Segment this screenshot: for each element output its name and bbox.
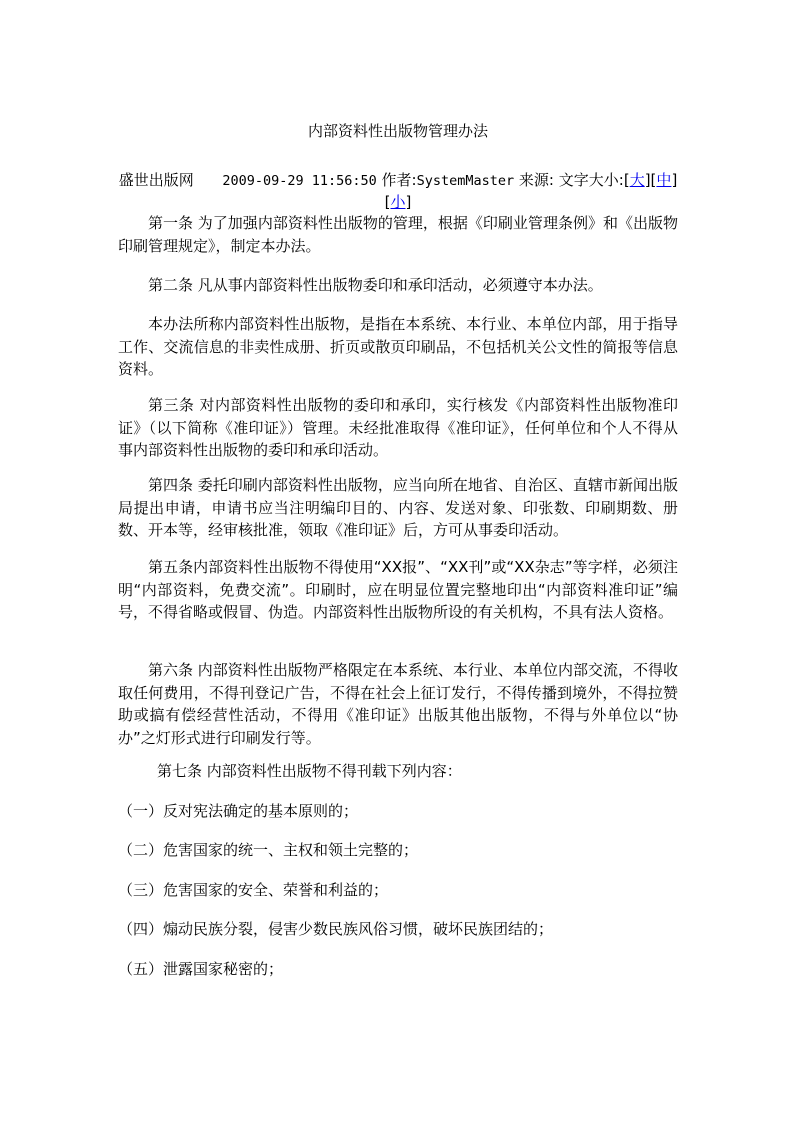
- article-meta: 盛世出版网 2009-09-29 11:56:50 作者:SystemMaster 来源: 文字大小:[大][中][小]: [118, 171, 678, 211]
- article-paragraph-3: 本办法所称内部资料性出版物，是指在本系统、本行业、本单位内部，用于指导工作、交流信息的非卖性成册、折页或散页印刷品，不包括机关公文性的简报等信息资料。: [118, 315, 678, 378]
- prohibited-item-4: （四）煽动民族分裂，侵害少数民族风俗习惯，破坏民族团结的；: [118, 920, 554, 938]
- font-size-small-link[interactable]: 小: [390, 193, 406, 211]
- prohibited-item-2: （二）危害国家的统一、主权和领土完整的；: [118, 841, 419, 859]
- article-paragraph-6: 第五条内部资料性出版物不得使用“XX报”、“XX刊”或“XX杂志”等字样，必须注明“内部资料，免费交流”。印刷时，应在明显位置完整地印出“内部资料准印证”编号，不得省略或假冒、伪造。内部资料性出版物所设的有关机构，不具有法人资格。: [118, 558, 678, 621]
- font-size-label: 文字大小:: [558, 171, 624, 189]
- article-paragraph-7: 第六条 内部资料性出版物严格限定在本系统、本行业、本单位内部交流，不得收取任何费用，不得刊登记广告，不得在社会上征订发行，不得传播到境外，不得拉赞助或搞有偿经营性活动，不得用《准印证》出版其他出版物，不得与外单位以“协办”之灯形式进行印刷发行等。: [118, 661, 678, 747]
- prohibited-item-3: （三）危害国家的安全、荣誉和利益的；: [118, 881, 389, 899]
- prohibited-item-1: （一）反对宪法确定的基本原则的；: [118, 802, 359, 820]
- font-size-large-link[interactable]: 大: [629, 171, 645, 189]
- article-paragraph-2: 第二条 凡从事内部资料性出版物委印和承印活动，必须遵守本办法。: [148, 276, 603, 294]
- article-paragraph-4: 第三条 对内部资料性出版物的委印和承印，实行核发《内部资料性出版物准印证》（以下简称《准印证》）管理。未经批准取得《准印证》，任何单位和个人不得从事内部资料性出版物的委印和承印活动。: [118, 396, 678, 459]
- author-name: SystemMaster: [416, 173, 515, 189]
- font-size-medium-link[interactable]: 中: [656, 171, 672, 189]
- article-paragraph-8: 第七条 内部资料性出版物不得刊载下列内容：: [157, 762, 462, 780]
- source-site: 盛世出版网: [118, 171, 194, 189]
- article-paragraph-5: 第四条 委托印刷内部资料性出版物，应当向所在地省、自治区、直辖市新闻出版局提出申请，申请书应当注明编印目的、内容、发送对象、印张数、印刷期数、册数、开本等，经审核批准，领取《准印证》后，方可从事委印活动。: [118, 476, 678, 539]
- prohibited-item-5: （五）泄露国家秘密的；: [118, 960, 284, 978]
- publish-datetime: 2009-09-29 11:56:50: [222, 173, 377, 189]
- article-paragraph-1: 第一条 为了加强内部资料性出版物的管理，根据《印刷业管理条例》和《出版物印刷管理规定》，制定本办法。: [118, 214, 678, 255]
- author-label: 作者:: [381, 171, 417, 189]
- page-title: 内部资料性出版物管理办法: [307, 122, 488, 140]
- source-label: 来源:: [518, 171, 554, 189]
